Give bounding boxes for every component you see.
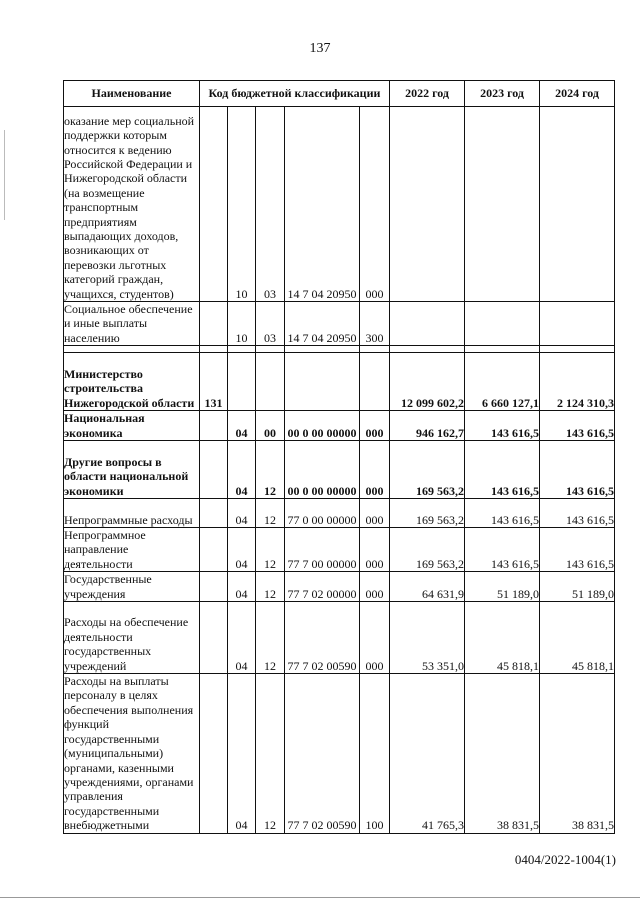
- row-rz: 10: [228, 107, 256, 302]
- row-rz: 04: [228, 674, 256, 833]
- row-rz: 04: [228, 441, 256, 499]
- row-name: оказание мер социальной поддержки которым относится к ведению Российской Федерации и Нижегородской области (на возмещение транспортным предприятиям выпадающих доходов, возникающих от перевозки льготных категорий граждан, учащихся, студентов): [64, 107, 200, 302]
- row-pr: 12: [256, 602, 285, 674]
- row-grbs: [200, 499, 228, 528]
- row-vr: [360, 353, 390, 411]
- row-pr: 12: [256, 441, 285, 499]
- row-grbs: [200, 411, 228, 441]
- row-2024: 45 818,1: [540, 602, 615, 674]
- row-grbs: [200, 528, 228, 572]
- row-2022: 41 765,3: [390, 674, 465, 833]
- row-2023: 143 616,5: [465, 528, 540, 572]
- table-row: [64, 674, 615, 833]
- row-name: Национальная экономика: [64, 411, 200, 441]
- row-csr: 77 7 00 00000: [285, 528, 360, 572]
- table-row: [64, 572, 615, 602]
- row-vr: 100: [360, 674, 390, 833]
- row-2022: [390, 302, 465, 346]
- table-row: [64, 107, 615, 302]
- row-pr: 12: [256, 528, 285, 572]
- row-pr: 12: [256, 674, 285, 833]
- table-row: [64, 411, 615, 441]
- row-2024: 51 189,0: [540, 572, 615, 602]
- row-pr: 00: [256, 411, 285, 441]
- document-code: 0404/2022-1004(1): [514, 852, 616, 867]
- row-csr: 77 7 02 00590: [285, 674, 360, 833]
- row-rz: 04: [228, 602, 256, 674]
- row-rz: 04: [228, 572, 256, 602]
- table-row: [64, 302, 615, 346]
- row-rz: 10: [228, 302, 256, 346]
- table-header-row: [64, 81, 615, 107]
- row-csr: 00 0 00 00000: [285, 411, 360, 441]
- row-name: Расходы на обеспечение деятельности государственных учреждений: [64, 602, 200, 674]
- row-2023: 143 616,5: [465, 441, 540, 499]
- row-rz: 04: [228, 499, 256, 528]
- budget-table: [63, 80, 615, 834]
- row-2024: 143 616,5: [540, 441, 615, 499]
- row-name: Непрограммные расходы: [64, 499, 200, 528]
- row-2022: 64 631,9: [390, 572, 465, 602]
- row-rz: 04: [228, 411, 256, 441]
- row-2023: 6 660 127,1: [465, 353, 540, 411]
- row-2024: 143 616,5: [540, 528, 615, 572]
- row-pr: 12: [256, 499, 285, 528]
- row-name: Непрограммное направление деятельности: [64, 528, 200, 572]
- scan-bottom-rule: [0, 897, 640, 898]
- table-spacer-row: [64, 346, 615, 353]
- row-2022: 169 563,2: [390, 441, 465, 499]
- row-vr: 000: [360, 528, 390, 572]
- row-grbs: [200, 674, 228, 833]
- row-grbs: [200, 441, 228, 499]
- row-2023: 45 818,1: [465, 602, 540, 674]
- row-grbs: [200, 602, 228, 674]
- row-2022: [390, 107, 465, 302]
- row-2022: 53 351,0: [390, 602, 465, 674]
- row-2024: 143 616,5: [540, 411, 615, 441]
- row-pr: 03: [256, 302, 285, 346]
- row-2023: [465, 107, 540, 302]
- row-2023: 143 616,5: [465, 499, 540, 528]
- row-2022: 169 563,2: [390, 499, 465, 528]
- table-row: [64, 353, 615, 411]
- row-2022: 169 563,2: [390, 528, 465, 572]
- row-csr: 14 7 04 20950: [285, 107, 360, 302]
- row-csr: 77 0 00 00000: [285, 499, 360, 528]
- row-2024: 2 124 310,3: [540, 353, 615, 411]
- row-csr: [285, 353, 360, 411]
- row-2023: 51 189,0: [465, 572, 540, 602]
- header-2023: 2023 год: [465, 81, 540, 107]
- row-pr: 03: [256, 107, 285, 302]
- table-row: [64, 441, 615, 499]
- row-vr: 000: [360, 602, 390, 674]
- row-2024: 143 616,5: [540, 499, 615, 528]
- row-2024: [540, 107, 615, 302]
- row-2023: 143 616,5: [465, 411, 540, 441]
- row-name: Другие вопросы в области национальной экономики: [64, 441, 200, 499]
- row-2024: [540, 302, 615, 346]
- row-name: Социальное обеспечение и иные выплаты населению: [64, 302, 200, 346]
- table-row: [64, 602, 615, 674]
- page-number: 137: [309, 41, 331, 56]
- row-pr: 12: [256, 572, 285, 602]
- row-pr: [256, 353, 285, 411]
- row-vr: 300: [360, 302, 390, 346]
- row-grbs: [200, 302, 228, 346]
- row-rz: [228, 353, 256, 411]
- row-2022: 946 162,7: [390, 411, 465, 441]
- row-name: Министерство строительства Нижегородской области: [64, 353, 200, 411]
- row-name: Государственные учреждения: [64, 572, 200, 602]
- header-2024: 2024 год: [540, 81, 615, 107]
- row-csr: 00 0 00 00000: [285, 441, 360, 499]
- row-grbs: [200, 572, 228, 602]
- header-name: Наименование: [64, 81, 200, 107]
- row-name: Расходы на выплаты персоналу в целях обеспечения выполнения функций государственными (муниципальными) органами, казенными учреждениями, органами управления государственными внебюджетными: [64, 674, 200, 833]
- row-2023: 38 831,5: [465, 674, 540, 833]
- header-code: Код бюджетной классификации: [200, 81, 390, 107]
- row-rz: 04: [228, 528, 256, 572]
- table-row: [64, 528, 615, 572]
- row-csr: 14 7 04 20950: [285, 302, 360, 346]
- row-grbs: [200, 107, 228, 302]
- scan-edge-mark: [4, 130, 5, 220]
- row-2022: 12 099 602,2: [390, 353, 465, 411]
- row-vr: 000: [360, 411, 390, 441]
- row-csr: 77 7 02 00590: [285, 602, 360, 674]
- row-csr: 77 7 02 00000: [285, 572, 360, 602]
- header-2022: 2022 год: [390, 81, 465, 107]
- table-row: [64, 499, 615, 528]
- row-grbs: 131: [200, 353, 228, 411]
- row-vr: 000: [360, 107, 390, 302]
- row-vr: 000: [360, 441, 390, 499]
- row-vr: 000: [360, 572, 390, 602]
- row-2024: 38 831,5: [540, 674, 615, 833]
- row-vr: 000: [360, 499, 390, 528]
- row-2023: [465, 302, 540, 346]
